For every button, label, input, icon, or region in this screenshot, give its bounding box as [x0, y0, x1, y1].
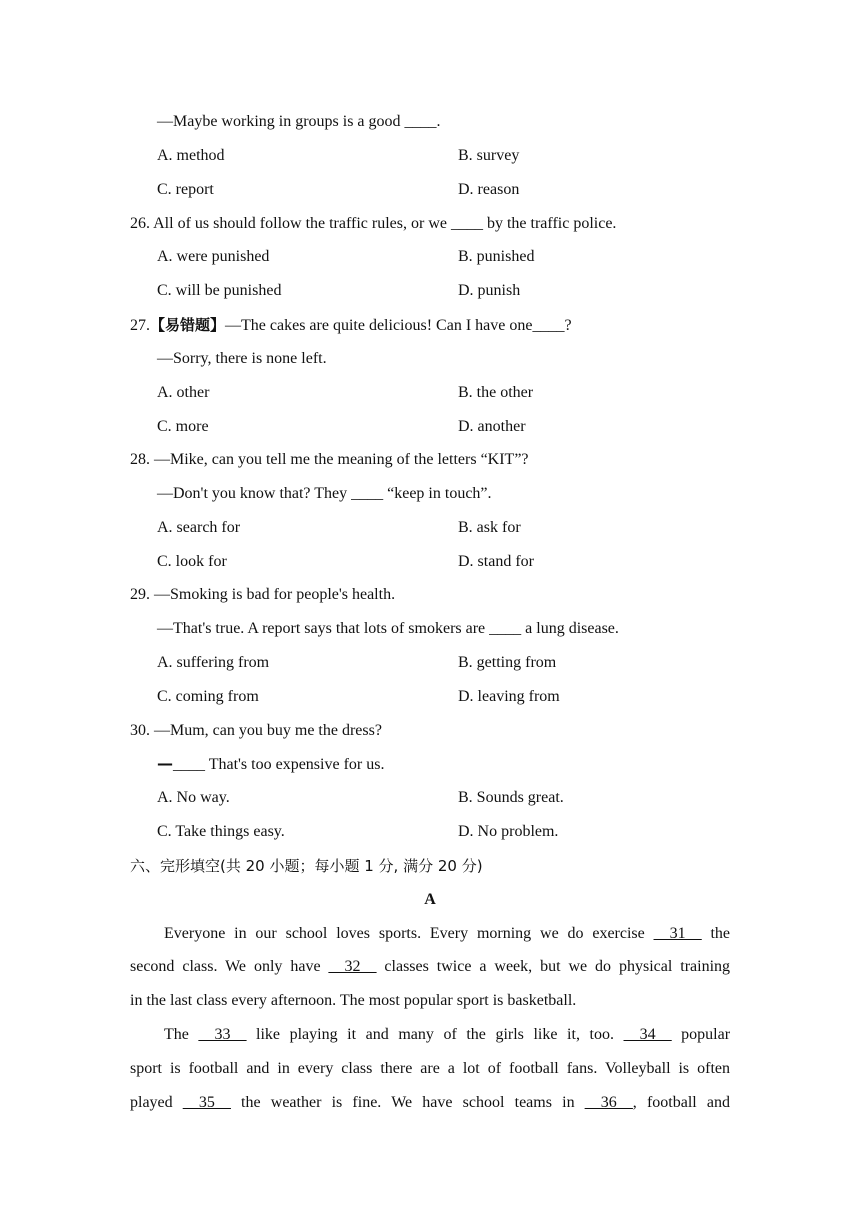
passage-p2-line1 — [164, 1025, 730, 1045]
blank-34: __34__ — [623, 1026, 672, 1043]
q30-reply-line — [157, 754, 384, 775]
text-run: , football and — [632, 1094, 731, 1111]
section-heading: 六、完形填空(共 20 小题；每小题 1 分, 满分 20 分) — [130, 857, 483, 875]
blank-33: __33__ — [198, 1026, 247, 1043]
q27-option-d: D. another — [458, 418, 526, 435]
q30-stem: 30. —Mum, can you buy me the dress? — [130, 722, 382, 739]
q28-option-b: B. ask for — [458, 519, 521, 536]
q28-option-a: A. search for — [157, 519, 241, 536]
q25-option-a: A. method — [157, 147, 225, 164]
blank-31: __31__ — [653, 925, 702, 942]
q27-reply: —Sorry, there is none left. — [157, 350, 327, 367]
q27-option-c: C. more — [157, 418, 209, 435]
text-run: played — [130, 1094, 173, 1111]
q27-tag: 【易错题】 — [150, 316, 226, 334]
passage-p2-line3 — [130, 1093, 730, 1113]
q27-option-b: B. the other — [458, 384, 534, 401]
q26-option-d: D. punish — [458, 282, 521, 299]
blank-36: __36__ — [584, 1094, 633, 1111]
q29-stem: 29. —Smoking is bad for people's health. — [130, 586, 396, 603]
q30-option-a: A. No way. — [157, 789, 230, 806]
text-run: the — [710, 925, 730, 942]
q30-reply-dash: — — [157, 754, 173, 773]
q25-option-d: D. reason — [458, 181, 520, 198]
passage-p1-line2 — [130, 957, 730, 977]
passage-p2-line2: sport is football and in every class there are a lot of football fans. Volleyball is often — [130, 1060, 730, 1077]
text-run: The — [164, 1026, 189, 1043]
text-run: classes twice a week, but we do physical training — [384, 958, 731, 975]
passage-p1-line1 — [164, 924, 730, 944]
q26-option-c: C. will be punished — [157, 282, 282, 299]
q29-option-a: A. suffering from — [157, 654, 270, 671]
text-run: popular — [681, 1026, 731, 1043]
q30-reply: ____ That's too expensive for us. — [173, 756, 385, 773]
q27-number: 27. — [130, 317, 150, 334]
q30-option-d: D. No problem. — [458, 823, 559, 840]
q28-reply: —Don't you know that? They ____ “keep in touch”. — [157, 485, 492, 502]
text-run: like playing it and many of the girls like it, too. — [256, 1026, 614, 1043]
q29-option-d: D. leaving from — [458, 688, 560, 705]
q25-answer-line: —Maybe working in groups is a good ____. — [157, 113, 441, 130]
q25-option-b: B. survey — [458, 147, 520, 164]
text-run: the weather is fine. We have school teams in — [241, 1094, 575, 1111]
q28-option-d: D. stand for — [458, 553, 534, 570]
text-run: Everyone in our school loves sports. Every morning we do exercise — [164, 925, 645, 942]
q27-option-a: A. other — [157, 384, 210, 401]
q26-stem: 26. All of us should follow the traffic rules, or we ____ by the traffic police. — [130, 215, 617, 232]
q30-option-b: B. Sounds great. — [458, 789, 564, 806]
blank-32: __32__ — [328, 958, 377, 975]
q30-option-c: C. Take things easy. — [157, 823, 285, 840]
q25-option-c: C. report — [157, 181, 214, 198]
passage-p1-line3: in the last class every afternoon. The most popular sport is basketball. — [130, 992, 577, 1009]
blank-35: __35__ — [182, 1094, 231, 1111]
q26-option-b: B. punished — [458, 248, 535, 265]
q29-option-c: C. coming from — [157, 688, 259, 705]
q26-option-a: A. were punished — [157, 248, 270, 265]
part-label: A — [424, 891, 436, 908]
q29-reply: —That's true. A report says that lots of smokers are ____ a lung disease. — [157, 620, 619, 637]
q29-option-b: B. getting from — [458, 654, 557, 671]
q28-option-c: C. look for — [157, 553, 227, 570]
q28-stem: 28. —Mike, can you tell me the meaning of the letters “KIT”? — [130, 451, 529, 468]
q27-stem: —The cakes are quite delicious! Can I have one____? — [225, 317, 572, 334]
text-run: second class. We only have — [130, 958, 321, 975]
q27-stem-line — [130, 315, 572, 336]
